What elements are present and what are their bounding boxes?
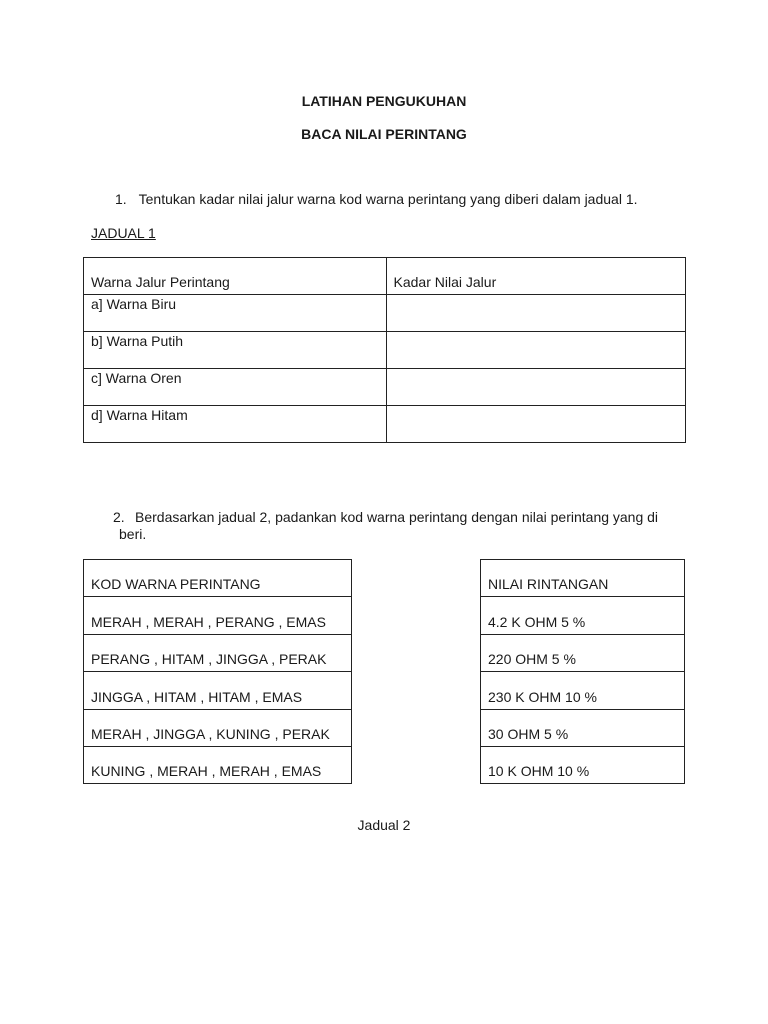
table-2-code-cell: MERAH , JINGGA , KUNING , PERAK [84,709,352,746]
table-2-code-cell: MERAH , MERAH , PERANG , EMAS [84,597,352,634]
table-row [481,672,685,709]
page-title: LATIHAN PENGUKUHAN [301,93,467,109]
table-row [84,295,686,332]
table-1-cell-color: b] Warna Putih [84,332,387,369]
table-row [84,672,352,709]
table-1-header-value: Kadar Nilai Jalur [386,258,685,295]
table-2-color-codes [83,559,352,784]
table-row [84,369,686,406]
question-1-text: Tentukan kadar nilai jalur warna kod warna perintang yang diberi dalam jadual 1. [138,191,638,207]
table-2-value-cell: 4.2 K OHM 5 % [481,597,685,634]
table-row [481,634,685,671]
table-row [84,560,352,597]
table-2-code-cell: KUNING , MERAH , MERAH , EMAS [84,746,352,783]
question-1-number: 1. [115,191,127,207]
table-row [481,560,685,597]
table-2-header-codes: KOD WARNA PERINTANG [84,560,352,597]
table-row [481,597,685,634]
question-1 [115,191,638,207]
question-2-text-line1: Berdasarkan jadual 2, padankan kod warna perintang dengan nilai perintang yang di [135,509,659,525]
table-1-header-color: Warna Jalur Perintang [84,258,387,295]
question-2-text-line2: beri. [119,526,147,542]
table-row [84,597,352,634]
table-1-header-row [84,258,686,295]
question-2 [113,509,673,543]
table-2-header-values: NILAI RINTANGAN [481,560,685,597]
table-1 [83,257,686,443]
table-1-cell-color: a] Warna Biru [84,295,387,332]
table-1-cell-answer[interactable] [386,295,685,332]
table-1-cell-answer[interactable] [386,406,685,443]
table-row [84,746,352,783]
table-row [84,332,686,369]
page-subtitle: BACA NILAI PERINTANG [301,126,467,142]
table-1-cell-answer[interactable] [386,332,685,369]
table-2-caption: Jadual 2 [357,817,411,833]
table-2-code-cell: PERANG , HITAM , JINGGA , PERAK [84,634,352,671]
table-1-cell-color: d] Warna Hitam [84,406,387,443]
table-1-label: JADUAL 1 [91,225,156,241]
table-1-cell-color: c] Warna Oren [84,369,387,406]
table-row [84,709,352,746]
table-2-value-cell: 230 K OHM 10 % [481,672,685,709]
table-2-value-cell: 10 K OHM 10 % [481,746,685,783]
table-row [481,709,685,746]
table-2-value-cell: 30 OHM 5 % [481,709,685,746]
table-2-value-cell: 220 OHM 5 % [481,634,685,671]
table-row [481,746,685,783]
table-2-code-cell: JINGGA , HITAM , HITAM , EMAS [84,672,352,709]
question-2-number: 2. [113,509,125,525]
table-2-resistance-values [480,559,685,784]
table-1-cell-answer[interactable] [386,369,685,406]
table-row [84,406,686,443]
table-row [84,634,352,671]
